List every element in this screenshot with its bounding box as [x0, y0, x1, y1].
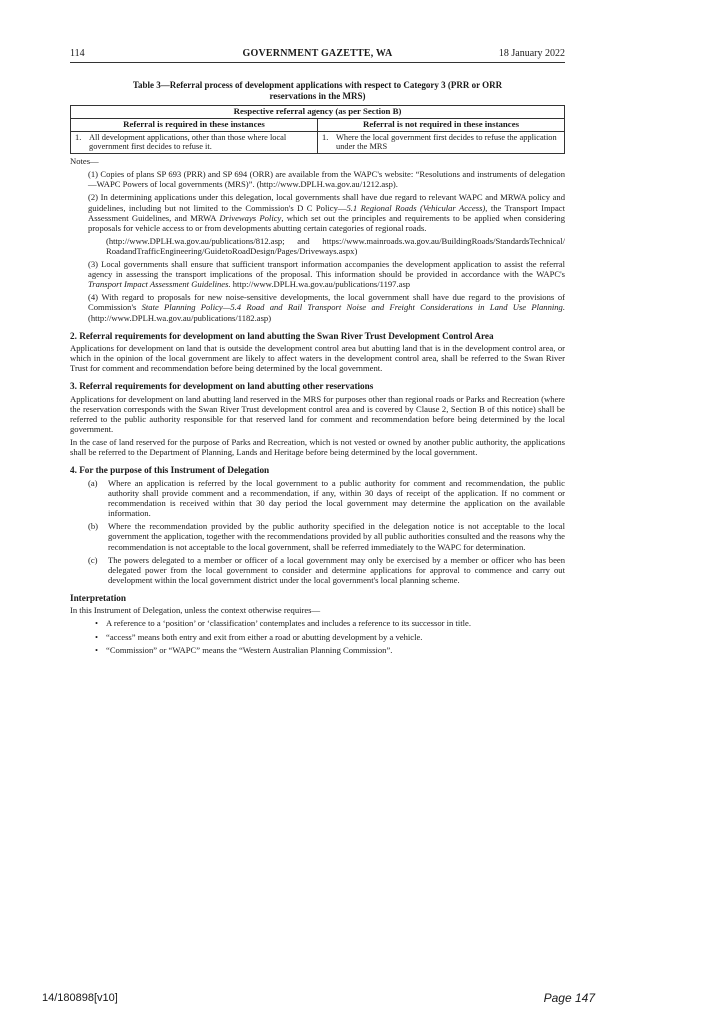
list-item: • “Commission” or “WAPC” means the “Western Australian Planning Commission”.	[106, 645, 565, 655]
clause-b: (b) Where the recommendation provided by the public authority specified in the delegation notice is not acceptable to the local government the application, together with the recommendations provided by all public authorities consulted and the reasons why the recommendation is not acceptable to the local government, shall be referred immediately to the WAPC for determination.	[88, 521, 565, 552]
section-3-paragraph-2: In the case of land reserved for the purpose of Parks and Recreation, which is not vested or owned by another public authority, the applications shall be referred to the Department of Planning, Lands and Heritage before being determined by the local government.	[70, 437, 565, 458]
item-number: 1.	[322, 132, 329, 142]
page-header	[70, 48, 565, 63]
section-2-body: Applications for development on land that is outside the development control area but abutting land that is in the development control area, or which in the opinion of the local government are likely to affect waters in the development control area, shall be referred to the Swan River Trust for comment and recommendation before being determined by the local government.	[70, 343, 565, 374]
gazette-date: 18 January 2022	[498, 48, 565, 59]
item-number: 1.	[75, 132, 82, 142]
item-text: All development applications, other than those where local government first decides to refuse it.	[89, 132, 287, 152]
table-col2-header: Referral is not required in these instances	[318, 118, 565, 131]
document-reference: 14/180898[v10]	[42, 992, 118, 1004]
note-2: (2) In determining applications under this delegation, local governments shall have due regard to relevant WAPC and MRWA policy and guidelines, including but not limited to the Commission's D C Policy—5.1 Regional Roads (Vehicular Access), the Transport Impact Assessment Guidelines, and MRWA Driveways Policy, which set out the principles and requirements to be applied when considering proposals for vehicle access to or from developments abutting certain categories of regional roads.	[88, 192, 565, 233]
note-1: (1) Copies of plans SP 693 (PRR) and SP 694 (ORR) are available from the WAPC's website: “Resolutions and instruments of delegation—WAPC Powers of local governments (MRS)”. (http://www.DPLH.wa.gov.au/1212.asp).	[88, 169, 565, 190]
section-4-heading: 4. For the purpose of this Instrument of Delegation	[70, 465, 270, 476]
interpretation-heading: Interpretation	[70, 592, 126, 603]
page-number: 114	[70, 48, 85, 59]
gazette-title: GOVERNMENT GAZETTE, WA	[242, 48, 393, 59]
section-3-paragraph-1: Applications for development on land abutting land reserved in the MRS for purposes other than regional roads or Parks and Recreation (where the reservation corresponds with the Swan River Trust development control area and is covered by Clause 2, Section B of this notice) shall be referred to the public authority responsible for that reserved land for comment and recommendation before being determined by the local government.	[70, 393, 565, 435]
table-cell-not-required	[318, 131, 565, 154]
list-item: • “access” means both entry and exit from either a road or abutting development by a vehicle.	[106, 632, 565, 642]
interpretation-intro: In this Instrument of Delegation, unless the context otherwise requires—	[70, 605, 321, 616]
section-3-heading: 3. Referral requirements for development on land abutting other reservations	[70, 381, 374, 392]
table-col1-header: Referral is required in these instances	[71, 118, 318, 131]
notes-label: Notes—	[70, 156, 99, 167]
footer-page-number: Page 147	[543, 991, 595, 1005]
item-text: Where the local government first decides to refuse the application under the MRS	[336, 132, 557, 152]
clause-c: (c) The powers delegated to a member or officer of a local government may only be exercised by a member or officer who has been delegated power from the local government to consider and determine applications for approval to commence and carry out development within the local government district under the local government's local planning scheme.	[88, 554, 565, 585]
section-2-heading: 2. Referral requirements for development on land abutting the Swan River Trust Development Control Area	[70, 330, 494, 341]
gazette-page	[70, 48, 565, 658]
table-span-header: Respective referral agency (as per Section B)	[71, 106, 565, 119]
list-item: • A reference to a ‘position’ or ‘classification’ contemplates and includes a reference to its successor in title.	[106, 618, 565, 628]
interpretation-list	[70, 618, 565, 654]
note-2-urls: (http://www.DPLH.wa.gov.au/publications/812.asp; and https://www.mainroads.wa.gov.au/BuildingRoads/StandardsTechnical/ RoadandTrafficEngineering/GuidetoRoadDesign/Pages/Driveways.aspx)	[106, 235, 565, 256]
note-4: (4) With regard to proposals for new noise-sensitive developments, the local government shall have due regard to the provisions of Commission's State Planning Policy—5.4 Road and Rail Transport Noise and Freight Considerations in Land Use Planning. (http://www.DPLH.wa.gov.au/publications/1182.asp)	[88, 292, 565, 323]
clause-a: (a) Where an application is referred by the local government to a public authority for comment and recommendation, the public authority shall provide comment and a recommendation, if any, within 30 days of receipt of the application. If no comment or recommendation is received within that 30 day period the local government may determine the application on the available information.	[88, 477, 565, 519]
note-3: (3) Local governments shall ensure that sufficient transport information accompanies the development application to assist the referral agency in assessing the transport implications of the proposal. This information should be provided in accordance with the WAPC's Transport Impact Assessment Guidelines. http://www.DPLH.wa.gov.au/publications/1197.asp	[88, 259, 565, 290]
table-cell-required	[71, 131, 318, 154]
referral-table	[70, 105, 565, 154]
table-title: Table 3—Referral process of development applications with respect to Category 3 (PRR or ORR reservations in the MRS)	[132, 80, 503, 101]
